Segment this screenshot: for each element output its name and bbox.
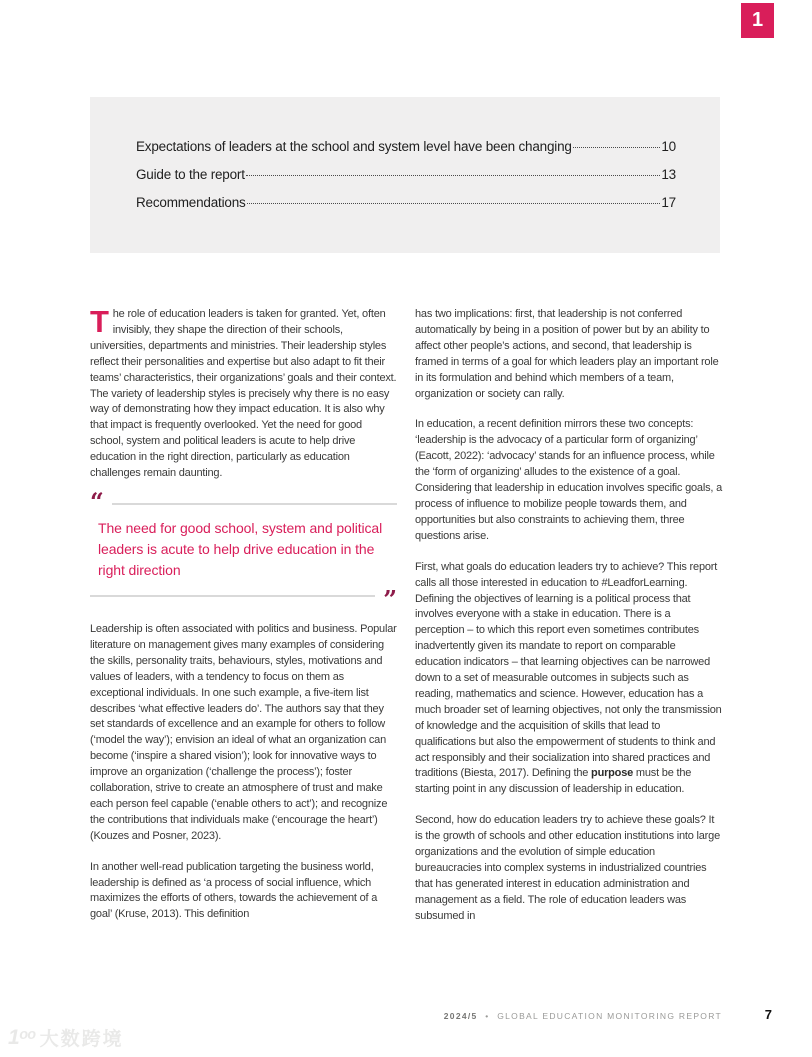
paragraph: has two implications: first, that leadership is not conferred automatically by being in a position of power but by an ability to affect other people’s actions, and second, that leadership is framed in terms of a goal for which leaders play an important role in its formulation and behind which members of a team, organization or society can rally. [415, 308, 719, 400]
toc-box [90, 97, 720, 253]
toc-entry-label: Guide to the report [136, 167, 245, 182]
quote-rule-top [112, 503, 397, 505]
footer-report-title: GLOBAL EDUCATION MONITORING REPORT [497, 1011, 722, 1021]
paragraph-text: First, what goals do education leaders try to achieve? This report calls all those interested in education to #LeadforLearning. Defining the objectives of learning is a political process that involves everyone with a stake in education. There is a perception – to which this report even sometimes contributes inadvertently given its mandate to report on comparable education indicators – that learning objectives can be narrowed down to a set of measurable outcomes in subjects such as reading, mathematics and science. However, education has a much broader set of learning objectives, not only the transmission of knowledge and the acquisition of skills that lead to qualifications but also the empowerment of students to think and act responsibly and their socialization into shared practices and traditions (Biesta, 2017). Defining the [415, 560, 722, 780]
emphasis-purpose: purpose [591, 767, 634, 780]
paragraph: Second, how do education leaders try to achieve these goals? It is the growth of schools and other education institutions into large organizations and the evolution of simple education bureaucracies into complex systems in industrialized countries that has generated interest in education administration and management as a field. The role of education leaders was subsumed in [415, 814, 720, 922]
footer-page-number: 7 [764, 1007, 772, 1022]
pull-quote-text: The need for good school, system and political leaders is acute to help drive education in the right direction [98, 519, 383, 578]
page-footer [90, 1007, 772, 1022]
footer-separator-bullet: • [485, 1011, 490, 1021]
toc-entry-label: Recommendations [136, 195, 246, 210]
quote-close-icon: ” [383, 584, 397, 614]
quote-rule-bottom [90, 595, 375, 597]
paragraph-intro [90, 304, 397, 482]
toc-leader-dots [246, 175, 661, 176]
footer-report-line [444, 1011, 722, 1021]
watermark [8, 1024, 124, 1051]
watermark-logo-icon: 1ᵒᵒ [8, 1025, 35, 1049]
column-right [415, 307, 722, 940]
toc-leader-dots [573, 147, 661, 148]
pull-quote [90, 486, 397, 614]
toc-entry-page: 13 [661, 167, 676, 182]
chapter-number-badge: 1 [741, 3, 774, 38]
paragraph-text: he role of education leaders is taken for granted. Yet, often invisibly, they shape the direction of their schools, universities, departments and ministries. Their leadership styles reflect their personalities and expertise but also adapt to fit their teams’ characteristics, their organizations’ goals and their context. The variety of leadership styles is precisely why there is no easy way of demonstrating how they impact education. It is also why that impact is frequently overlooked. Yet the need for good school, system and political leaders is acute to help drive education in the right direction, particularly as education challenges remain daunting. [90, 308, 397, 480]
drop-cap: T [90, 304, 109, 339]
article-body [90, 304, 723, 940]
paragraph: Leadership is often associated with politics and business. Popular literature on management gives many examples of considering the skills, personality traits, behaviours, styles, motivations and values of leaders, with a tendency to focus on them as exceptional individuals. In one such example, a five-item list describes ‘what effective leaders do’. The authors say that they set standards of excellence and an example for others to follow (‘model the way’); envision an ideal of what an organization can become (‘inspire a shared vision’); look for innovative ways to improve an organization (‘challenge the process’); foster collaboration, strive to create an atmosphere of trust and make each person feel capable (‘enable others to act’); and recognize the contributions that individuals make (‘encourage the heart’) (Kouzes and Posner, 2023). [90, 622, 397, 842]
toc-entry [136, 138, 676, 155]
toc-entry-label: Expectations of leaders at the school and system level have been changing [136, 139, 572, 154]
quote-open-icon: “ [90, 486, 104, 516]
toc-entry [136, 166, 676, 183]
watermark-text: 大数跨境 [39, 1029, 124, 1050]
toc-entry-page: 17 [661, 195, 676, 210]
toc-entry-page: 10 [661, 139, 676, 154]
column-left [90, 304, 397, 940]
paragraph: In education, a recent definition mirrors these two concepts: ‘leadership is the advocacy of a particular form of organizing’ (Eacott, 2022): ‘advocacy’ stands for an influence process, while the ‘form of organizing’ alludes to the existence of a goal. Considering that leadership in education involves specific goals, a process of influence to mobilize people towards them, and opportunities but also constraints to achieving them, three questions arise. [415, 418, 723, 542]
pull-quote-bottom-rule-row [90, 584, 397, 614]
toc-leader-dots [247, 203, 661, 204]
paragraph [415, 560, 722, 799]
footer-edition: 2024/5 [443, 1011, 478, 1021]
paragraph-text: must be the starting point in any discussion of leadership in education. [415, 767, 692, 796]
toc-entry [136, 194, 676, 211]
pull-quote-top-rule-row [90, 486, 397, 516]
paragraph: In another well-read publication targeting the business world, leadership is defined as ‘a process of social influence, which maximizes the efforts of others, towards the achievement of a goal’ (Kruse, 2013). This definition [90, 860, 378, 921]
